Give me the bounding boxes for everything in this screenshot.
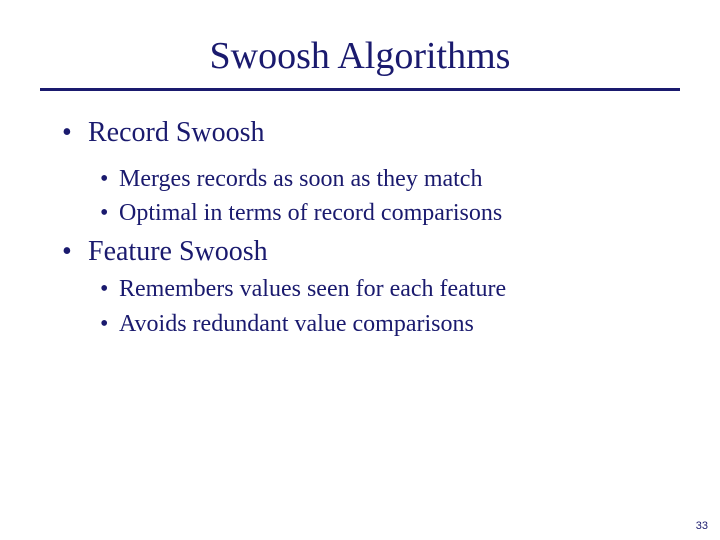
- slide-title: Swoosh Algorithms: [209, 35, 511, 77]
- title-divider: [40, 88, 680, 91]
- sub-bullet-remembers-values: [100, 275, 506, 303]
- bullet-text: Avoids redundant value comparisons: [119, 311, 474, 337]
- sub-bullet-avoids-redundant: [100, 310, 474, 338]
- bullet-text: Remembers values seen for each feature: [119, 276, 507, 302]
- bullet-marker: •: [100, 166, 109, 192]
- sub-bullet-optimal-record-comparisons: [100, 199, 502, 227]
- bullet-marker: •: [62, 117, 72, 148]
- bullet-record-swoosh: [62, 117, 265, 149]
- bullet-text: Record Swoosh: [88, 117, 265, 148]
- bullet-marker: •: [100, 200, 109, 226]
- bullet-feature-swoosh: [62, 236, 268, 268]
- sub-bullet-merges-records: [100, 165, 482, 193]
- bullet-marker: •: [100, 311, 109, 337]
- bullet-text: Merges records as soon as they match: [119, 166, 483, 192]
- page-number: 33: [695, 520, 708, 532]
- bullet-text: Feature Swoosh: [88, 236, 268, 267]
- bullet-text: Optimal in terms of record comparisons: [119, 200, 503, 226]
- bullet-marker: •: [62, 236, 72, 267]
- bullet-marker: •: [100, 276, 109, 302]
